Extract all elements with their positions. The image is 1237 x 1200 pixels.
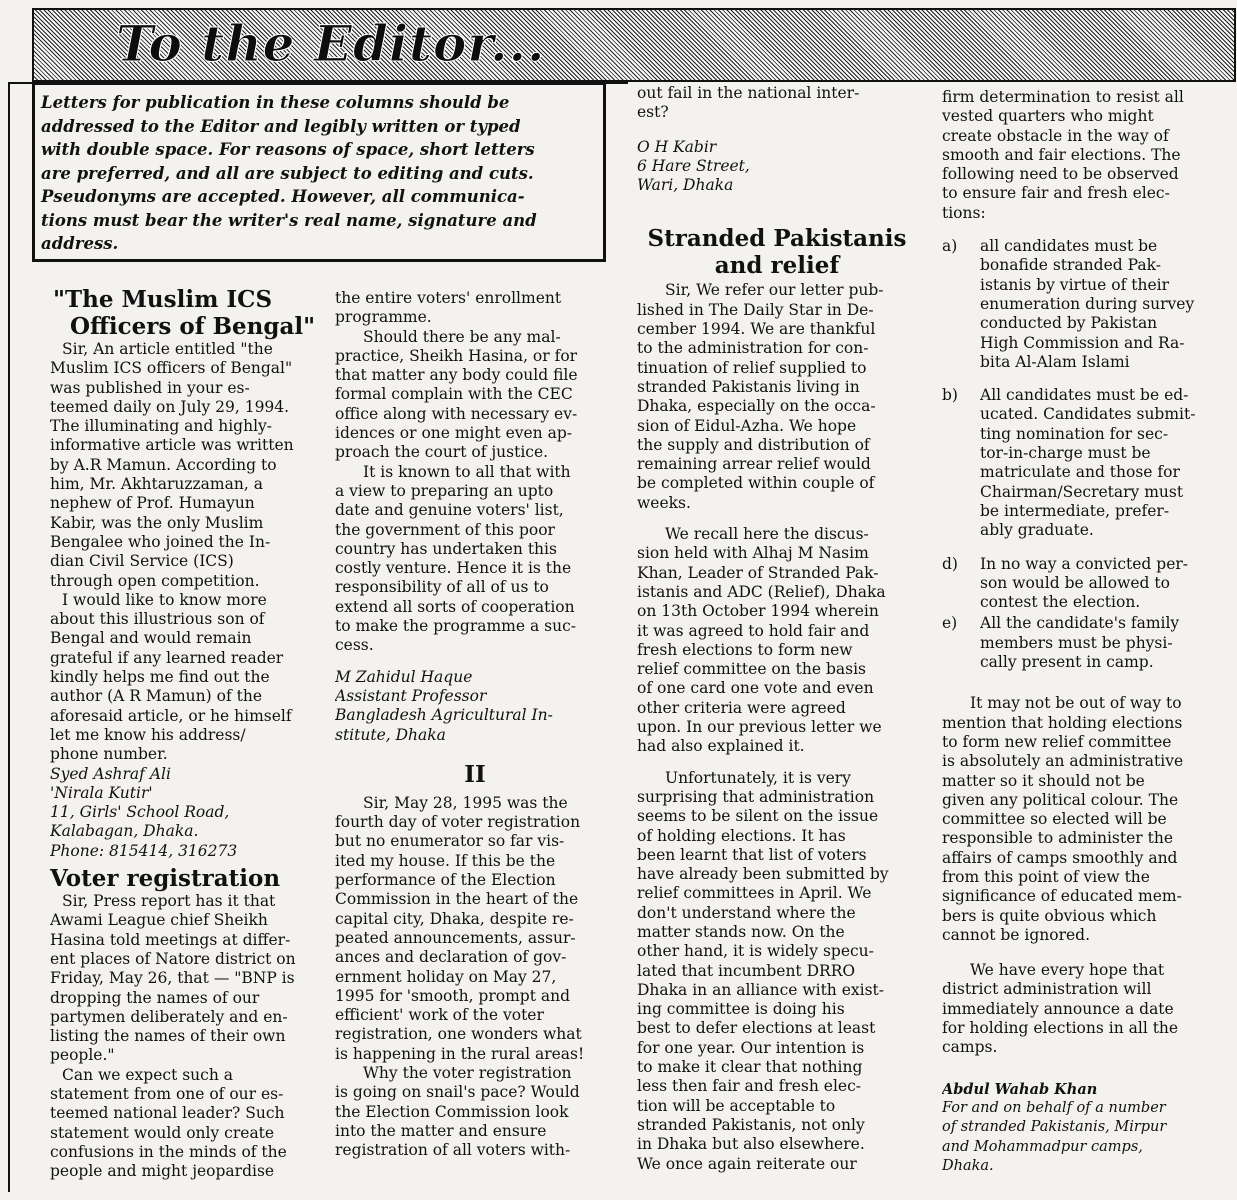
body-line: be intermediate, prefer- bbox=[980, 501, 1170, 520]
letter-heading: "The Muslim ICS bbox=[53, 286, 273, 313]
body-line: est? bbox=[637, 103, 669, 122]
body-line: matter so it should not be bbox=[942, 771, 1145, 790]
body-line: matter stands now. On the bbox=[637, 922, 845, 941]
signature-line: of stranded Pakistanis, Mirpur bbox=[942, 1119, 1167, 1136]
body-line: people." bbox=[50, 1046, 115, 1065]
body-line: teemed national leader? Such bbox=[50, 1104, 285, 1123]
list-label: e) bbox=[942, 614, 958, 633]
body-line: don't understand where the bbox=[637, 903, 856, 922]
body-line: author (A R Mamun) of the bbox=[50, 687, 262, 706]
body-line: significance of educated mem- bbox=[942, 887, 1182, 906]
body-line: Unfortunately, it is very bbox=[665, 768, 851, 787]
body-line: peated announcements, assur- bbox=[335, 928, 576, 947]
body-line: remaining arrear relief would bbox=[637, 455, 871, 474]
list-body bbox=[980, 237, 1222, 372]
body-line: ing committee is doing his bbox=[637, 1000, 845, 1019]
body-line: registration, one wonders what bbox=[335, 1025, 582, 1044]
body-line: create obstacle in the way of bbox=[942, 126, 1169, 145]
list-item bbox=[942, 237, 1222, 372]
body-line: is going on snail's pace? Would bbox=[335, 1083, 580, 1102]
body-line: All candidates must be ed- bbox=[980, 386, 1189, 405]
body-line: have already been submitted by bbox=[637, 865, 889, 884]
signature-line: Assistant Professor bbox=[335, 686, 487, 705]
body-line: relief committee on the basis bbox=[637, 660, 867, 679]
signature-line: Dhaka. bbox=[942, 1157, 994, 1174]
column-2 bbox=[335, 289, 615, 1160]
column-4 bbox=[942, 88, 1222, 1176]
notice-line: are preferred, and all are subject to editing and cuts. bbox=[41, 163, 534, 183]
body-line: but no enumerator so far vis- bbox=[335, 832, 565, 851]
body-line: for holding elections in all the bbox=[942, 1019, 1179, 1038]
body-line: in Dhaka but also elsewhere. bbox=[637, 1135, 865, 1154]
signature-line: stitute, Dhaka bbox=[335, 725, 446, 744]
body-line: We recall here the discus- bbox=[665, 525, 869, 544]
body-line: cally present in camp. bbox=[980, 653, 1154, 672]
body-line: Why the voter registration bbox=[363, 1063, 572, 1082]
body-line: tions: bbox=[942, 203, 986, 222]
signature-line: 6 Hare Street, bbox=[637, 156, 750, 175]
body-line: Sir, We refer our letter pub- bbox=[665, 281, 884, 300]
notice-line: address. bbox=[41, 234, 119, 253]
body-line: costly venture. Hence it is the bbox=[335, 559, 572, 578]
body-line: listing the names of their own bbox=[50, 1027, 286, 1046]
section-title: To the Editor... bbox=[116, 14, 546, 73]
body-line: relief committees in April. We bbox=[637, 884, 872, 903]
notice-line: addressed to the Editor and legibly written or typed bbox=[41, 116, 521, 136]
body-line: cess. bbox=[335, 636, 374, 655]
list-label: d) bbox=[942, 554, 958, 573]
body-line: camps. bbox=[942, 1038, 998, 1057]
body-line: formal complain with the CEC bbox=[335, 385, 573, 404]
body-line: to make the programme a suc- bbox=[335, 617, 576, 636]
body-line: to form new relief committee bbox=[942, 732, 1172, 751]
signature-block bbox=[637, 138, 917, 196]
body-line: it was agreed to hold fair and bbox=[637, 621, 870, 640]
body-line: It is known to all that with bbox=[363, 462, 571, 481]
body-line: into the matter and ensure bbox=[335, 1121, 547, 1140]
body-line: All the candidate's family bbox=[980, 614, 1180, 633]
body-line: ably graduate. bbox=[980, 521, 1094, 540]
list-body bbox=[980, 386, 1222, 540]
body-line: Sir, May 28, 1995 was the bbox=[363, 793, 568, 812]
body-line: was published in your es- bbox=[50, 378, 250, 397]
body-line: sion of Eidul-Azha. We hope bbox=[637, 416, 857, 435]
letter-heading: Officers of Bengal" bbox=[70, 313, 316, 340]
body-line: immediately announce a date bbox=[942, 999, 1174, 1018]
signature-line: 11, Girls' School Road, bbox=[50, 803, 230, 822]
body-line: that matter any body could file bbox=[335, 366, 578, 385]
body-line: proach the court of justice. bbox=[335, 443, 549, 462]
signature-line: O H Kabir bbox=[637, 137, 717, 156]
body-line: about this illustrious son of bbox=[50, 610, 265, 629]
body-line: district administration will bbox=[942, 980, 1152, 999]
body-line: other criteria were agreed bbox=[637, 698, 846, 717]
body-line: bita Al-Alam Islami bbox=[980, 352, 1130, 371]
body-line: weeks. bbox=[637, 493, 691, 512]
body-line: performance of the Election bbox=[335, 871, 556, 890]
body-line: out fail in the national inter- bbox=[637, 84, 860, 102]
body-line: best to defer elections at least bbox=[637, 1019, 876, 1038]
body-line: of one card one vote and even bbox=[637, 679, 874, 698]
body-line: teemed daily on July 29, 1994. bbox=[50, 397, 290, 416]
signature-line: Wari, Dhaka bbox=[637, 176, 734, 195]
body-line: been learnt that list of voters bbox=[637, 845, 867, 864]
body-line: seems to be silent on the issue bbox=[637, 807, 879, 826]
list-label: a) bbox=[942, 237, 958, 256]
body-line: capital city, Dhaka, despite re- bbox=[335, 909, 574, 928]
body-line: is happening in the rural areas! bbox=[335, 1044, 585, 1063]
notice-line: with double space. For reasons of space, short letters bbox=[41, 140, 535, 159]
body-line: vested quarters who might bbox=[942, 107, 1154, 126]
body-line: date and genuine voters' list, bbox=[335, 501, 564, 520]
body-line: Dhaka, especially on the occa- bbox=[637, 397, 876, 416]
body-line: In no way a convicted per- bbox=[980, 554, 1189, 573]
signature-line: Abdul Wahab Khan bbox=[942, 1080, 1098, 1098]
body-line: Can we expect such a bbox=[62, 1065, 233, 1084]
list-body bbox=[980, 555, 1222, 613]
letter-heading: Voter registration bbox=[50, 865, 281, 893]
body-line: Sir, Press report has it that bbox=[62, 892, 276, 911]
body-line: all candidates must be bbox=[980, 237, 1158, 256]
body-line: matriculate and those for bbox=[980, 463, 1180, 482]
body-line: for one year. Our intention is bbox=[637, 1038, 865, 1057]
body-line: dropping the names of our bbox=[50, 988, 260, 1007]
body-line: registration of all voters with- bbox=[335, 1141, 571, 1160]
column-1 bbox=[50, 286, 316, 1181]
body-line: High Commission and Ra- bbox=[980, 333, 1185, 352]
list-body bbox=[980, 614, 1222, 672]
section-banner bbox=[32, 8, 1236, 82]
body-line: Should there be any mal- bbox=[363, 327, 561, 346]
body-line: committee so elected will be bbox=[942, 810, 1167, 829]
body-line: Bengalee who joined the In- bbox=[50, 532, 271, 551]
body-line: Khan, Leader of Stranded Pak- bbox=[637, 563, 879, 582]
body-line: ances and declaration of gov- bbox=[335, 948, 567, 967]
body-line: dian Civil Service (ICS) bbox=[50, 552, 234, 571]
signature-block bbox=[942, 1080, 1222, 1176]
body-line: Bengal and would remain bbox=[50, 629, 252, 648]
signature-line: Bangladesh Agricultural In- bbox=[335, 706, 553, 725]
body-line: surprising that administration bbox=[637, 787, 875, 806]
notice-line: tions must bear the writer's real name, signature and bbox=[41, 210, 537, 230]
body-line: country has undertaken this bbox=[335, 539, 557, 558]
body-line: practice, Sheikh Hasina, or for bbox=[335, 346, 578, 365]
letter-heading: and relief bbox=[714, 252, 840, 280]
body-line: son would be allowed to bbox=[980, 573, 1170, 592]
body-line: tor-in-charge must be bbox=[980, 444, 1151, 463]
body-line: tinuation of relief supplied to bbox=[637, 358, 867, 377]
list-label: b) bbox=[942, 386, 958, 405]
body-line: conducted by Pakistan bbox=[980, 314, 1158, 333]
body-line: Commission in the heart of the bbox=[335, 890, 579, 909]
body-line: Sir, An article entitled "the bbox=[62, 340, 273, 358]
body-line: let me know his address/ bbox=[50, 725, 246, 744]
body-line: enumeration during survey bbox=[980, 294, 1195, 313]
body-line: a view to preparing an upto bbox=[335, 481, 554, 500]
body-line: Friday, May 26, that — "BNP is bbox=[50, 969, 295, 988]
body-line: fourth day of voter registration bbox=[335, 813, 581, 832]
body-line: idences or one might even ap- bbox=[335, 424, 572, 443]
body-line: cannot be ignored. bbox=[942, 925, 1091, 944]
body-line: sion held with Alhaj M Nasim bbox=[637, 544, 869, 563]
body-line: to the administration for con- bbox=[637, 339, 869, 358]
body-line: It may not be out of way to bbox=[970, 694, 1182, 713]
body-line: members must be physi- bbox=[980, 633, 1173, 652]
letter-heading-block bbox=[637, 225, 917, 279]
body-line: Muslim ICS officers of Bengal" bbox=[50, 359, 293, 378]
body-line: lished in The Daily Star in De- bbox=[637, 300, 874, 319]
body-line: on 13th October 1994 wherein bbox=[637, 602, 879, 621]
body-line: upon. In our previous letter we bbox=[637, 718, 882, 737]
signature-line: M Zahidul Haque bbox=[335, 667, 473, 686]
body-line: less then fair and fresh elec- bbox=[637, 1077, 862, 1096]
body-line: to make it clear that nothing bbox=[637, 1058, 863, 1077]
body-line: kindly helps me find out the bbox=[50, 668, 270, 687]
signature-line: For and on behalf of a number bbox=[942, 1099, 1166, 1116]
body-line: I would like to know more bbox=[62, 590, 267, 609]
body-line: responsibility of all of us to bbox=[335, 578, 549, 597]
body-line: istanis by virtue of their bbox=[980, 275, 1169, 294]
body-line: 1995 for 'smooth, prompt and bbox=[335, 986, 571, 1005]
body-line: lated that incumbent DRRO bbox=[637, 961, 856, 980]
body-line: responsible to administer the bbox=[942, 829, 1173, 848]
body-line: The illuminating and highly- bbox=[50, 417, 273, 436]
body-line: contest the election. bbox=[980, 593, 1141, 612]
body-line: the Election Commission look bbox=[335, 1102, 569, 1121]
body-line: phone number. bbox=[50, 745, 168, 764]
signature-line: Phone: 815414, 316273 bbox=[50, 841, 238, 860]
body-line: ting nomination for sec- bbox=[980, 424, 1169, 443]
body-line: the entire voters' enrollment bbox=[335, 289, 562, 307]
body-line: other hand, it is widely specu- bbox=[637, 942, 874, 961]
body-line: ited my house. If this be the bbox=[335, 851, 556, 870]
list-item bbox=[942, 614, 1222, 672]
body-line: ent places of Natore district on bbox=[50, 949, 296, 968]
body-line: programme. bbox=[335, 308, 432, 327]
body-line: is absolutely an administrative bbox=[942, 752, 1184, 771]
letter-heading: II bbox=[464, 760, 486, 788]
body-line: informative article was written bbox=[50, 436, 294, 455]
body-line: stranded Pakistanis, not only bbox=[637, 1115, 865, 1134]
body-line: affairs of camps smoothly and bbox=[942, 848, 1178, 867]
signature-block bbox=[335, 668, 615, 745]
body-line: ernment holiday on May 27, bbox=[335, 967, 557, 986]
body-line: We once again reiterate our bbox=[637, 1154, 857, 1173]
signature-line: and Mohammadpur camps, bbox=[942, 1138, 1143, 1155]
body-line: firm determination to resist all bbox=[942, 88, 1184, 106]
notice-line: Pseudonyms are accepted. However, all communica- bbox=[41, 187, 525, 206]
body-line: by A.R Mamun. According to bbox=[50, 455, 277, 474]
body-line: aforesaid article, or he himself bbox=[50, 706, 292, 725]
body-line: the supply and distribution of bbox=[637, 435, 870, 454]
body-line: Awami League chief Sheikh bbox=[50, 911, 268, 930]
body-line: efficient' work of the voter bbox=[335, 1006, 544, 1025]
body-line: people and might jeopardise bbox=[50, 1162, 275, 1181]
body-line: to ensure fair and fresh elec- bbox=[942, 184, 1170, 203]
body-line: bers is quite obvious which bbox=[942, 906, 1157, 925]
body-line: Hasina told meetings at differ- bbox=[50, 930, 291, 949]
body-line: partymen deliberately and en- bbox=[50, 1007, 288, 1026]
body-line: him, Mr. Akhtaruzzaman, a bbox=[50, 475, 263, 494]
body-line: mention that holding elections bbox=[942, 713, 1183, 732]
signature-line: Kalabagan, Dhaka. bbox=[50, 822, 199, 841]
body-line: had also explained it. bbox=[637, 737, 805, 756]
signature-line: Syed Ashraf Ali bbox=[50, 764, 171, 783]
body-line: statement from one of our es- bbox=[50, 1084, 284, 1103]
body-line: fresh elections to form new bbox=[637, 640, 853, 659]
column-rule bbox=[8, 82, 10, 1192]
body-line: ucated. Candidates submit- bbox=[980, 405, 1196, 424]
body-line: cember 1994. We are thankful bbox=[637, 320, 876, 339]
body-line: stranded Pakistanis living in bbox=[637, 377, 860, 396]
body-line: Kabir, was the only Muslim bbox=[50, 513, 264, 532]
body-line: the government of this poor bbox=[335, 520, 555, 539]
body-line: smooth and fair elections. The bbox=[942, 145, 1181, 164]
body-line: grateful if any learned reader bbox=[50, 648, 284, 667]
body-line: istanis and ADC (Relief), Dhaka bbox=[637, 582, 886, 601]
body-line: office along with necessary ev- bbox=[335, 404, 578, 423]
body-line: following need to be observed bbox=[942, 165, 1179, 184]
signature-line: 'Nirala Kutir' bbox=[50, 783, 153, 802]
body-line: confusions in the minds of the bbox=[50, 1142, 287, 1161]
body-line: Dhaka in an alliance with exist- bbox=[637, 980, 885, 999]
letter-heading: Stranded Pakistanis bbox=[647, 225, 907, 253]
body-line: of holding elections. It has bbox=[637, 826, 846, 845]
body-line: bonafide stranded Pak- bbox=[980, 256, 1161, 275]
column-3 bbox=[637, 84, 917, 1174]
body-line: nephew of Prof. Humayun bbox=[50, 494, 255, 513]
body-line: from this point of view the bbox=[942, 867, 1150, 886]
body-line: tion will be acceptable to bbox=[637, 1096, 836, 1115]
list-item bbox=[942, 386, 1222, 540]
notice-line: Letters for publication in these columns should be bbox=[41, 93, 510, 112]
body-line: Chairman/Secretary must bbox=[980, 482, 1184, 501]
body-line: be completed within couple of bbox=[637, 474, 875, 493]
body-line: through open competition. bbox=[50, 571, 260, 590]
body-line: statement would only create bbox=[50, 1123, 275, 1142]
editorial-notice-box bbox=[32, 82, 606, 262]
body-line: given any political colour. The bbox=[942, 790, 1179, 809]
body-line: We have every hope that bbox=[970, 961, 1165, 980]
list-item bbox=[942, 555, 1222, 613]
body-line: extend all sorts of cooperation bbox=[335, 597, 575, 616]
